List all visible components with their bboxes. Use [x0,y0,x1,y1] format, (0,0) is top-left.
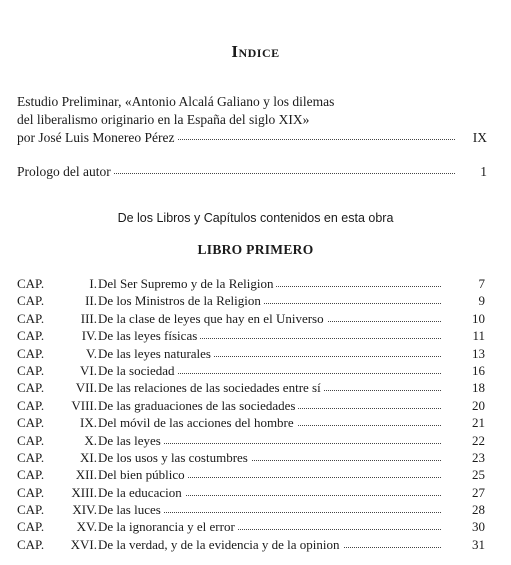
chapter-number: VIII. [71,397,97,413]
prologue-row [17,163,487,181]
prologue-page-number: 1 [480,164,487,179]
chapter-title: De las leyes físicas [98,327,200,344]
chapter-title: De las leyes [98,432,164,449]
chapter-page-number: 30 [472,519,485,535]
chapter-number: XIII. [71,484,97,500]
chapter-title: De la clase de leyes que hay en el Universo [98,310,327,327]
chapter-row [17,536,487,553]
chapter-row [17,292,487,309]
chapter-cap-label: CAP. [17,362,45,378]
chapter-cap-label: CAP. [17,293,45,309]
chapter-row [17,466,487,483]
chapter-title: De las luces [98,501,164,518]
chapter-page-number: 25 [472,467,485,483]
prelim-author: por José Luis Monereo Pérez [17,129,177,147]
prelim-line-1: Estudio Preliminar, «Antonio Alcalá Galiano y los dilemas [17,94,335,109]
chapter-title: Del Ser Supremo y de la Religion [98,275,276,292]
chapter-number: VII. [75,380,97,396]
chapter-list [17,275,487,553]
chapter-title: De la ignorancia y el error [98,518,238,535]
chapter-number: XII. [75,467,97,483]
chapter-row [17,397,487,414]
chapter-number: XV. [76,519,97,535]
chapter-title: De la sociedad [98,362,178,379]
chapter-cap-label: CAP. [17,432,45,448]
chapter-page-number: 21 [472,415,485,431]
book-heading: LIBRO PRIMERO [197,242,314,257]
chapter-cap-label: CAP. [17,397,45,413]
chapter-cap-label: CAP. [17,380,45,396]
chapter-title: Del bien público [98,466,188,483]
chapter-page-number: 31 [472,536,485,552]
chapter-row [17,414,487,431]
chapter-page-number: 27 [472,484,485,500]
chapter-number: XVI. [70,536,97,552]
prelim-line-3-row [17,129,487,147]
chapter-page-number: 28 [472,502,485,518]
chapter-title: De la verdad, y de la evidencia y de la opinion [98,536,343,553]
chapter-row [17,275,487,292]
chapter-cap-label: CAP. [17,467,45,483]
chapter-number: IX. [80,415,97,431]
chapter-title: De las graduaciones de las sociedades [98,397,298,414]
chapter-number: V. [86,345,97,361]
chapter-page-number: 23 [472,449,485,465]
chapter-page-number: 11 [472,328,485,344]
chapter-row [17,345,487,362]
chapter-cap-label: CAP. [17,345,45,361]
chapter-page-number: 18 [472,380,485,396]
chapter-row [17,501,487,518]
chapter-page-number: 16 [472,362,485,378]
chapter-number: XI. [80,449,97,465]
chapter-row [17,310,487,327]
section-heading: De los Libros y Capítulos contenidos en esta obra [117,211,394,225]
chapter-row [17,379,487,396]
chapter-number: VI. [80,362,97,378]
chapter-row [17,518,487,535]
chapter-row [17,327,487,344]
page-title [0,42,511,62]
chapter-cap-label: CAP. [17,276,45,291]
chapter-number: I. [89,276,97,291]
chapter-row [17,432,487,449]
page-title-text: Indice [231,42,280,61]
chapter-title: Del móvil de las acciones del hombre [98,414,297,431]
chapter-page-number: 20 [472,397,485,413]
chapter-cap-label: CAP. [17,415,45,431]
chapter-title: De los usos y las costumbres [98,449,251,466]
chapter-cap-label: CAP. [17,519,45,535]
chapter-title: De las leyes naturales [98,345,214,362]
chapter-number: IV. [81,328,97,344]
chapter-page-number: 22 [472,432,485,448]
chapter-page-number: 10 [472,310,485,326]
chapter-row [17,484,487,501]
prologue-entry [17,163,487,181]
chapter-cap-label: CAP. [17,310,45,326]
chapter-cap-label: CAP. [17,536,45,552]
chapter-cap-label: CAP. [17,328,45,344]
chapter-cap-label: CAP. [17,484,45,500]
chapter-number: XIV. [72,502,97,518]
chapter-row [17,449,487,466]
chapter-number: II. [85,293,97,309]
prelim-line-2: del liberalismo originario en la España del siglo XIX» [17,112,310,127]
chapter-title: De los Ministros de la Religion [98,292,264,309]
chapter-page-number: 13 [472,345,485,361]
chapter-cap-label: CAP. [17,502,45,518]
chapter-number: III. [80,310,97,326]
chapter-cap-label: CAP. [17,449,45,465]
chapter-row [17,362,487,379]
chapter-title: De las relaciones de las sociedades entre sí [98,379,324,396]
prologue-label: Prologo del autor [17,163,114,181]
preliminary-study-entry [17,93,487,147]
chapter-page-number: 9 [478,293,485,309]
chapter-title: De la educacion [98,484,185,501]
prelim-page-number: IX [472,130,487,145]
chapter-page-number: 7 [478,276,485,291]
chapter-number: X. [84,432,97,448]
